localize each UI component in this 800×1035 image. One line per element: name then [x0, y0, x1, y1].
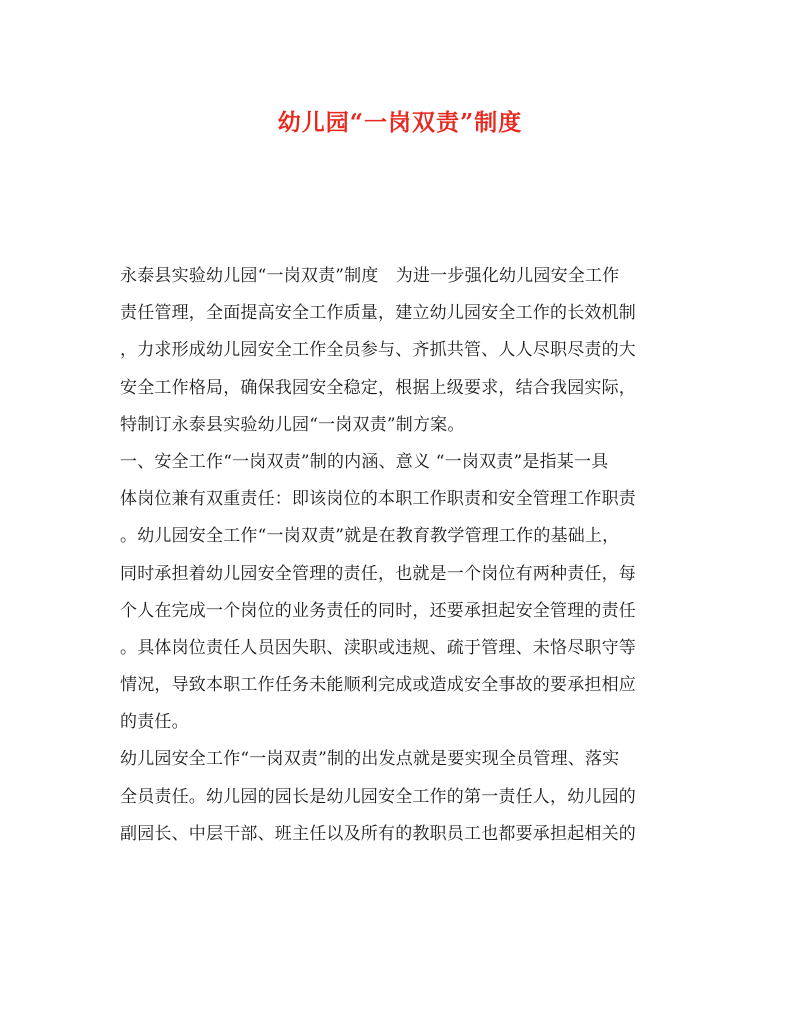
body-line: 责任管理，全面提高安全工作质量，建立幼儿园安全工作的长效机制 — [120, 303, 636, 324]
body-line: 幼儿园安全工作“一岗双责”制的出发点就是要实现全员管理、落实 — [120, 749, 620, 770]
body-line: 情况，导致本职工作任务未能顺利完成或造成安全事故的要承担相应 — [120, 675, 636, 696]
document-body — [120, 258, 688, 853]
body-line: 的责任。 — [120, 712, 189, 733]
body-line: 副园长、中层干部、班主任以及所有的教职员工也都要承担起相关的 — [120, 823, 636, 844]
body-line: 全员责任。幼儿园的园长是幼儿园安全工作的第一责任人，幼儿园的 — [120, 786, 636, 807]
body-line: 。具体岗位责任人员因失职、渎职或违规、疏于管理、未恪尽职守等 — [120, 637, 636, 658]
body-line: 永泰县实验幼儿园“一岗双责”制度 为进一步强化幼儿园安全工作 — [120, 266, 620, 286]
body-line: 。幼儿园安全工作“一岗双责”就是在教育教学管理工作的基础上， — [120, 526, 620, 547]
body-line: ，力求形成幼儿园安全工作全员参与、齐抓共管、人人尽职尽责的大 — [120, 340, 636, 361]
body-line: 安全工作格局，确保我园安全稳定，根据上级要求，结合我园实际， — [120, 377, 636, 398]
document-title: 幼儿园“一岗双责”制度 — [277, 109, 523, 136]
body-line: 体岗位兼有双重责任：即该岗位的本职工作职责和安全管理工作职责 — [120, 489, 636, 510]
body-line: 同时承担着幼儿园安全管理的责任，也就是一个岗位有两种责任，每 — [120, 563, 636, 584]
body-line: 一、安全工作“一岗双责”制的内涵、意义 “一岗双责”是指某一具 — [120, 451, 609, 472]
body-line: 特制订永泰县实验幼儿园“一岗双责”制方案。 — [120, 414, 465, 435]
body-line: 个人在完成一个岗位的业务责任的同时，还要承担起安全管理的责任 — [120, 600, 636, 621]
